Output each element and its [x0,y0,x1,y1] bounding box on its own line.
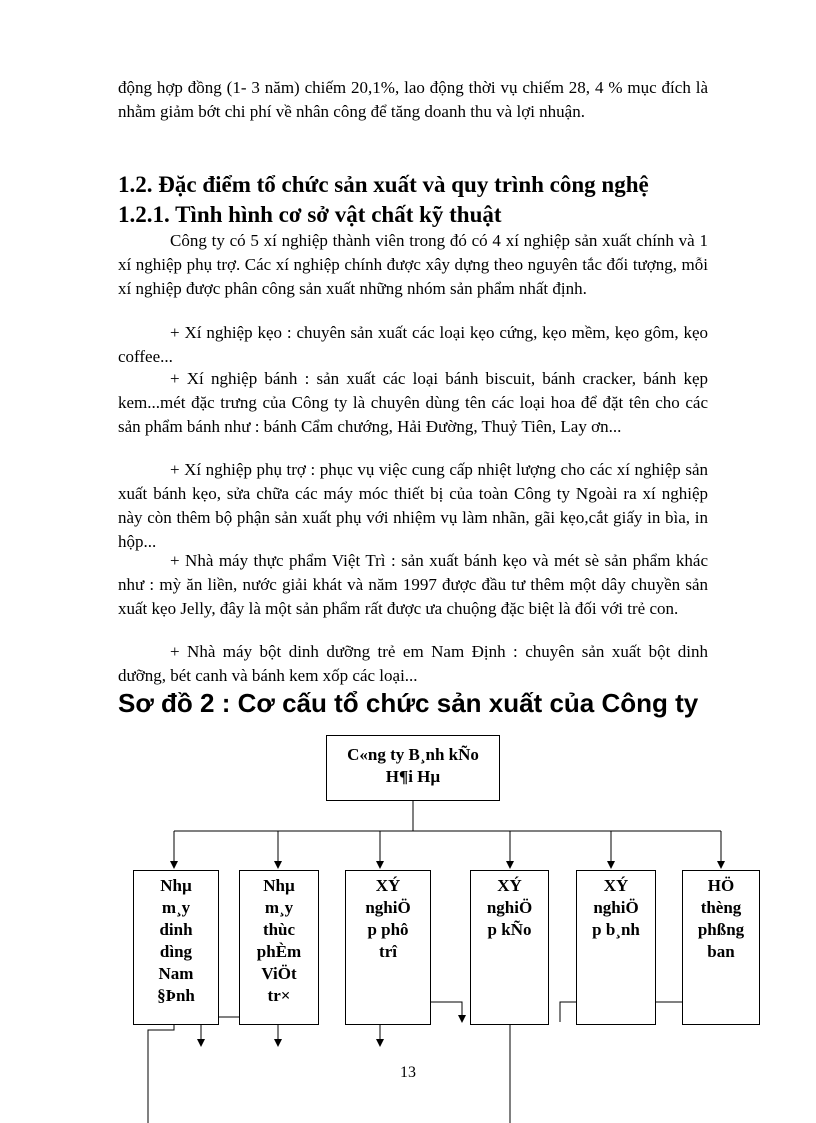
paragraph-enterprises: Công ty có 5 xí nghiệp thành viên trong đó có 4 xí nghiệp sản xuất chính và 1 xí nghiệp phụ trợ. Các xí nghiệp chính được xây dựng theo nguyên tắc đối tượng, mỗi xí nghiệp được phân công sản xuất những nhóm sản phẩm nhất định. [118,231,708,298]
subsection-heading: 1.2.1. Tình hình cơ sở vật chất kỹ thuật [118,202,502,227]
paragraph-namdinh-factory: + Nhà máy bột dinh dưỡng trẻ em Nam Định : chuyên sản xuất bột dinh dưỡng, bét canh và bánh kem xốp các loại... [118,642,708,685]
unit-box-support [345,870,431,1025]
company-box-label: C«ng ty B¸nh kÑo H¶i Hµ [347,745,479,786]
unit-box-label: Nhµ m¸y dinh dìng Nam §Þnh [157,876,195,1005]
unit-box-candy [470,870,549,1025]
unit-box-label: XÝ nghiÖ p b¸nh [592,876,640,939]
diagram-title: Sơ đồ 2 : Cơ cấu tổ chức sản xuất của Công ty [118,688,699,718]
unit-box-departments [682,870,760,1025]
paragraph-viettri-factory: + Nhà máy thực phẩm Việt Trì : sản xuất bánh kẹo và mét sè sản phẩm khác như : mỳ ăn liền, nước giải khát và năm 1997 được đầu tư thêm một dây chuyền sản xuất kẹo Jelly, đây là một sản phẩm rất được ưa chuộng đặc biệt là đối với trẻ con. [118,551,708,618]
unit-box-label: HÖ thèng phßng ban [697,876,745,961]
unit-box-namdinh [133,870,219,1025]
unit-box-cake [576,870,656,1025]
paragraph-cake-unit: + Xí nghiệp bánh : sản xuất các loại bánh biscuit, bánh cracker, bánh kẹp kem...mét đặc trưng của Công ty là chuyên dùng tên các loại hoa để đặt tên cho các sản phẩm bánh như : bánh Cẩm chướng, Hải Đường, Thuỷ Tiên, Lay ơn... [118,369,708,436]
unit-box-viettri [239,870,319,1025]
paragraph-candy-unit: + Xí nghiệp kẹo : chuyên sản xuất các loại kẹo cứng, kẹo mềm, kẹo gôm, kẹo coffee... [118,323,708,366]
unit-box-label: Nhµ m¸y thùc phÈm ViÖt tr× [256,876,302,1005]
unit-box-label: XÝ nghiÖ p phô trî [365,876,411,961]
unit-box-label: XÝ nghiÖ p kÑo [486,876,533,939]
section-heading: 1.2. Đặc điểm tổ chức sản xuất và quy trình công nghệ [118,172,649,197]
company-box [326,735,500,801]
page-number: 13 [400,1064,416,1081]
paragraph-labor: động hợp đồng (1- 3 năm) chiếm 20,1%, lao động thời vụ chiếm 28, 4 % mục đích là nhằm giảm bớt chi phí về nhân công để tăng doanh thu và lợi nhuận. [118,78,708,121]
paragraph-support-unit: + Xí nghiệp phụ trợ : phục vụ việc cung cấp nhiệt lượng cho các xí nghiệp sản xuất bánh kẹo, sửa chữa các máy móc thiết bị của toàn Công ty Ngoài ra xí nghiệp này còn thêm bộ phận sản xuất phụ với nhiệm vụ làm nhãn, gãi kẹo,cắt giấy in bìa, in hộp... [118,460,708,551]
